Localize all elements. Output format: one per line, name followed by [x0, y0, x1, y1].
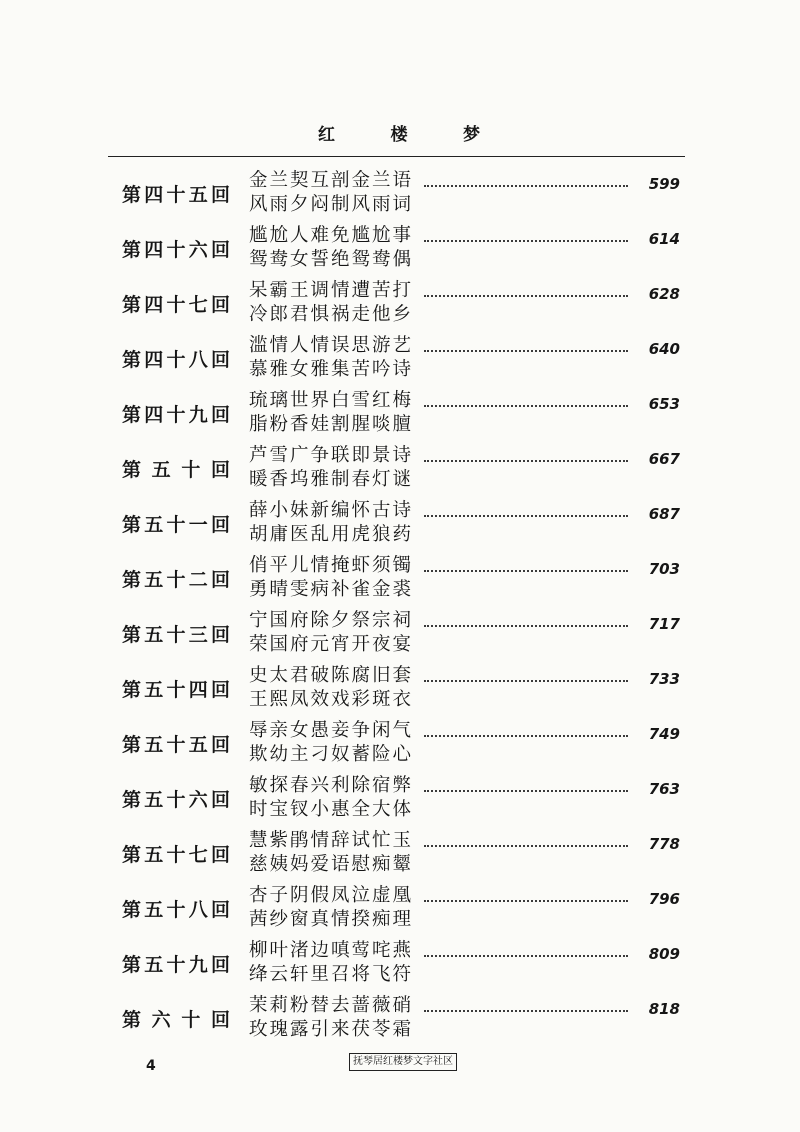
chapter-title-line: 柳叶渚边嗔莺咤燕	[249, 940, 414, 961]
page-reference: 599	[648, 175, 680, 193]
dot-leader	[424, 460, 628, 462]
toc-list	[0, 166, 800, 1046]
chapter-title-line: 呆霸王调情遭苦打	[249, 280, 414, 301]
chapter-title-line: 茉莉粉替去蔷薇硝	[249, 995, 414, 1016]
chapter-title-line: 杏子阴假凤泣虚凰	[249, 885, 414, 906]
header-rule	[108, 156, 685, 157]
dot-leader	[424, 790, 628, 792]
page-reference: 818	[648, 1000, 680, 1018]
chapter-title	[249, 554, 429, 602]
toc-entry[interactable]	[0, 441, 800, 496]
chapter-title-line: 薛小妹新编怀古诗	[249, 500, 414, 521]
chapter-title-line: 金兰契互剖金兰语	[249, 170, 414, 191]
chapter-title	[249, 389, 429, 437]
dot-leader	[424, 845, 628, 847]
chapter-label: 第 五 十 回	[122, 459, 230, 481]
page-reference: 749	[648, 725, 680, 743]
chapter-title	[249, 334, 429, 382]
chapter-label: 第 五 十 二 回	[122, 569, 230, 591]
page-reference: 763	[648, 780, 680, 798]
chapter-label: 第 五 十 四 回	[122, 679, 230, 701]
chapter-label: 第 四 十 五 回	[122, 184, 230, 206]
toc-entry[interactable]	[0, 936, 800, 991]
chapter-title-line: 时宝钗小惠全大体	[249, 799, 414, 820]
chapter-title-line: 宁国府除夕祭宗祠	[249, 610, 414, 631]
chapter-label: 第 五 十 八 回	[122, 899, 230, 921]
toc-entry[interactable]	[0, 881, 800, 936]
toc-entry[interactable]	[0, 771, 800, 826]
chapter-title-line: 胡庸医乱用虎狼药	[249, 524, 414, 545]
dot-leader	[424, 295, 628, 297]
chapter-label: 第 五 十 一 回	[122, 514, 230, 536]
chapter-label: 第 四 十 八 回	[122, 349, 230, 371]
page-reference: 640	[648, 340, 680, 358]
page-reference: 703	[648, 560, 680, 578]
toc-entry[interactable]	[0, 386, 800, 441]
toc-entry[interactable]	[0, 276, 800, 331]
chapter-title-line: 尴尬人难免尴尬事	[249, 225, 414, 246]
toc-entry[interactable]	[0, 166, 800, 221]
chapter-title-line: 慈姨妈爱语慰痴颦	[249, 854, 414, 875]
chapter-title	[249, 664, 429, 712]
chapter-title-line: 暖香坞雅制春灯谜	[249, 469, 414, 490]
page-reference: 653	[648, 395, 680, 413]
dot-leader	[424, 955, 628, 957]
toc-entry[interactable]	[0, 221, 800, 276]
toc-entry[interactable]	[0, 551, 800, 606]
header-char: 红	[318, 125, 335, 145]
dot-leader	[424, 240, 628, 242]
watermark-stamp: 抚琴居红楼梦文字社区	[349, 1053, 457, 1071]
chapter-title	[249, 279, 429, 327]
dot-leader	[424, 570, 628, 572]
chapter-title-line: 慕雅女雅集苦吟诗	[249, 359, 414, 380]
chapter-title	[249, 829, 429, 877]
chapter-title	[249, 169, 429, 217]
page-reference: 809	[648, 945, 680, 963]
page-reference: 667	[648, 450, 680, 468]
page-reference: 614	[648, 230, 680, 248]
toc-entry[interactable]	[0, 991, 800, 1046]
chapter-title-line: 敏探春兴利除宿弊	[249, 775, 414, 796]
chapter-title	[249, 224, 429, 272]
dot-leader	[424, 625, 628, 627]
dot-leader	[424, 900, 628, 902]
dot-leader	[424, 185, 628, 187]
header-char: 楼	[390, 125, 408, 145]
dot-leader	[424, 680, 628, 682]
chapter-title	[249, 994, 429, 1042]
page-reference: 687	[648, 505, 680, 523]
chapter-title-line: 滥情人情误思游艺	[249, 335, 414, 356]
toc-entry[interactable]	[0, 496, 800, 551]
page-reference: 733	[648, 670, 680, 688]
chapter-title-line: 辱亲女愚妾争闲气	[249, 720, 414, 741]
chapter-title	[249, 884, 429, 932]
chapter-title-line: 勇晴雯病补雀金裘	[249, 579, 414, 600]
running-header	[318, 120, 480, 145]
page-reference: 796	[648, 890, 680, 908]
chapter-title	[249, 499, 429, 547]
chapter-title	[249, 939, 429, 987]
chapter-title-line: 王熙凤效戏彩斑衣	[249, 689, 414, 710]
chapter-title-line: 风雨夕闷制风雨词	[249, 194, 414, 215]
header-char: 梦	[463, 125, 480, 145]
dot-leader	[424, 350, 628, 352]
chapter-label: 第 五 十 五 回	[122, 734, 230, 756]
chapter-title-line: 茜纱窗真情揆痴理	[249, 909, 414, 930]
chapter-title	[249, 774, 429, 822]
chapter-title-line: 欺幼主刁奴蓄险心	[249, 744, 414, 765]
chapter-label: 第 五 十 九 回	[122, 954, 230, 976]
toc-entry[interactable]	[0, 331, 800, 386]
toc-entry[interactable]	[0, 826, 800, 881]
chapter-title-line: 冷郎君惧祸走他乡	[249, 304, 414, 325]
chapter-title	[249, 444, 429, 492]
chapter-label: 第 四 十 六 回	[122, 239, 230, 261]
dot-leader	[424, 735, 628, 737]
chapter-label: 第 六 十 回	[122, 1009, 230, 1031]
chapter-title-line: 史太君破陈腐旧套	[249, 665, 414, 686]
chapter-title-line: 俏平儿情掩虾须镯	[249, 555, 414, 576]
chapter-title-line: 芦雪广争联即景诗	[249, 445, 414, 466]
chapter-title-line: 脂粉香娃割腥啖膻	[249, 414, 414, 435]
chapter-title-line: 荣国府元宵开夜宴	[249, 634, 414, 655]
chapter-label: 第 五 十 七 回	[122, 844, 230, 866]
chapter-title-line: 玫瑰露引来茯苓霜	[249, 1019, 414, 1040]
chapter-title-line: 鸳鸯女誓绝鸳鸯偶	[249, 249, 414, 270]
dot-leader	[424, 1010, 628, 1012]
page-number: 4	[146, 1058, 156, 1074]
chapter-title-line: 琉璃世界白雪红梅	[249, 390, 414, 411]
toc-entry[interactable]	[0, 716, 800, 771]
chapter-label: 第 四 十 七 回	[122, 294, 230, 316]
chapter-label: 第 四 十 九 回	[122, 404, 230, 426]
page-reference: 628	[648, 285, 680, 303]
chapter-label: 第 五 十 三 回	[122, 624, 230, 646]
chapter-label: 第 五 十 六 回	[122, 789, 230, 811]
chapter-title-line: 慧紫鹃情辞试忙玉	[249, 830, 414, 851]
chapter-title	[249, 609, 429, 657]
dot-leader	[424, 515, 628, 517]
toc-entry[interactable]	[0, 606, 800, 661]
page-reference: 778	[648, 835, 680, 853]
dot-leader	[424, 405, 628, 407]
chapter-title	[249, 719, 429, 767]
chapter-title-line: 绛云轩里召将飞符	[249, 964, 414, 985]
toc-entry[interactable]	[0, 661, 800, 716]
page-reference: 717	[648, 615, 680, 633]
